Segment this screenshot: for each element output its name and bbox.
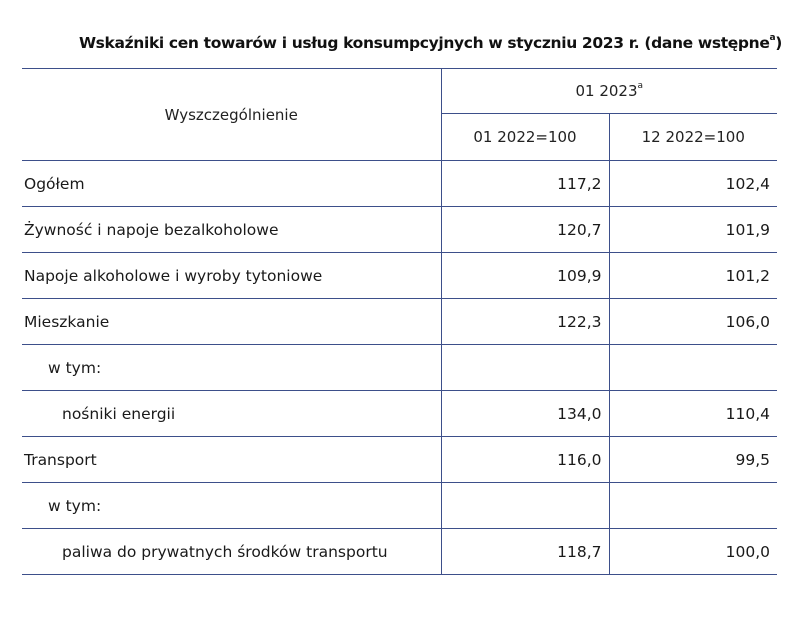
cell-value-year-base: 109,9 [441, 253, 609, 299]
period-header [441, 69, 777, 114]
cell-value-month-base: 99,5 [609, 437, 777, 483]
column-header-month-base: 12 2022=100 [609, 114, 777, 161]
cell-value-year-base: 116,0 [441, 437, 609, 483]
table-row [22, 345, 777, 391]
period-header-text: 01 2023 [575, 82, 638, 100]
table-row [22, 483, 777, 529]
cell-value-month-base: 101,9 [609, 207, 777, 253]
table-row [22, 437, 777, 483]
table-row [22, 391, 777, 437]
header-row-period [22, 69, 777, 114]
cell-value-month-base: 102,4 [609, 161, 777, 207]
price-index-table [22, 68, 777, 575]
row-label-w-tym: w tym: [22, 483, 441, 529]
table-row [22, 161, 777, 207]
row-label-mieszkanie: Mieszkanie [22, 299, 441, 345]
table-row [22, 299, 777, 345]
table-row [22, 253, 777, 299]
cell-value-year-base: 118,7 [441, 529, 609, 575]
cell-value-month-base: 101,2 [609, 253, 777, 299]
cell-value-year-base: 120,7 [441, 207, 609, 253]
row-label-zywnosc: Żywność i napoje bezalkoholowe [22, 207, 441, 253]
row-label-w-tym: w tym: [22, 345, 441, 391]
cell-value-month-base [609, 483, 777, 529]
row-label-paliwa: paliwa do prywatnych środków transportu [22, 529, 441, 575]
table-row [22, 529, 777, 575]
cell-value-month-base: 106,0 [609, 299, 777, 345]
table-title-text: Wskaźniki cen towarów i usług konsumpcyjnych w styczniu 2023 r. (dane wstępne [78, 34, 770, 52]
stub-header: Wyszczególnienie [22, 69, 441, 161]
table-row [22, 207, 777, 253]
cell-value-year-base [441, 483, 609, 529]
row-label-ogolem: Ogółem [22, 161, 441, 207]
row-label-transport: Transport [22, 437, 441, 483]
table-title-closing: ) [775, 34, 782, 52]
period-header-footnote-mark: a [637, 81, 644, 91]
cell-value-year-base: 117,2 [441, 161, 609, 207]
cell-value-month-base [609, 345, 777, 391]
table-title-footnote-mark: a [769, 32, 776, 43]
row-label-napoje-alkoholowe: Napoje alkoholowe i wyroby tytoniowe [22, 253, 441, 299]
cell-value-year-base: 122,3 [441, 299, 609, 345]
column-header-year-base: 01 2022=100 [441, 114, 609, 161]
cell-value-month-base: 110,4 [609, 391, 777, 437]
row-label-nosniki-energii: nośniki energii [22, 391, 441, 437]
table-title [22, 34, 782, 52]
cell-value-month-base: 100,0 [609, 529, 777, 575]
cell-value-year-base: 134,0 [441, 391, 609, 437]
cell-value-year-base [441, 345, 609, 391]
